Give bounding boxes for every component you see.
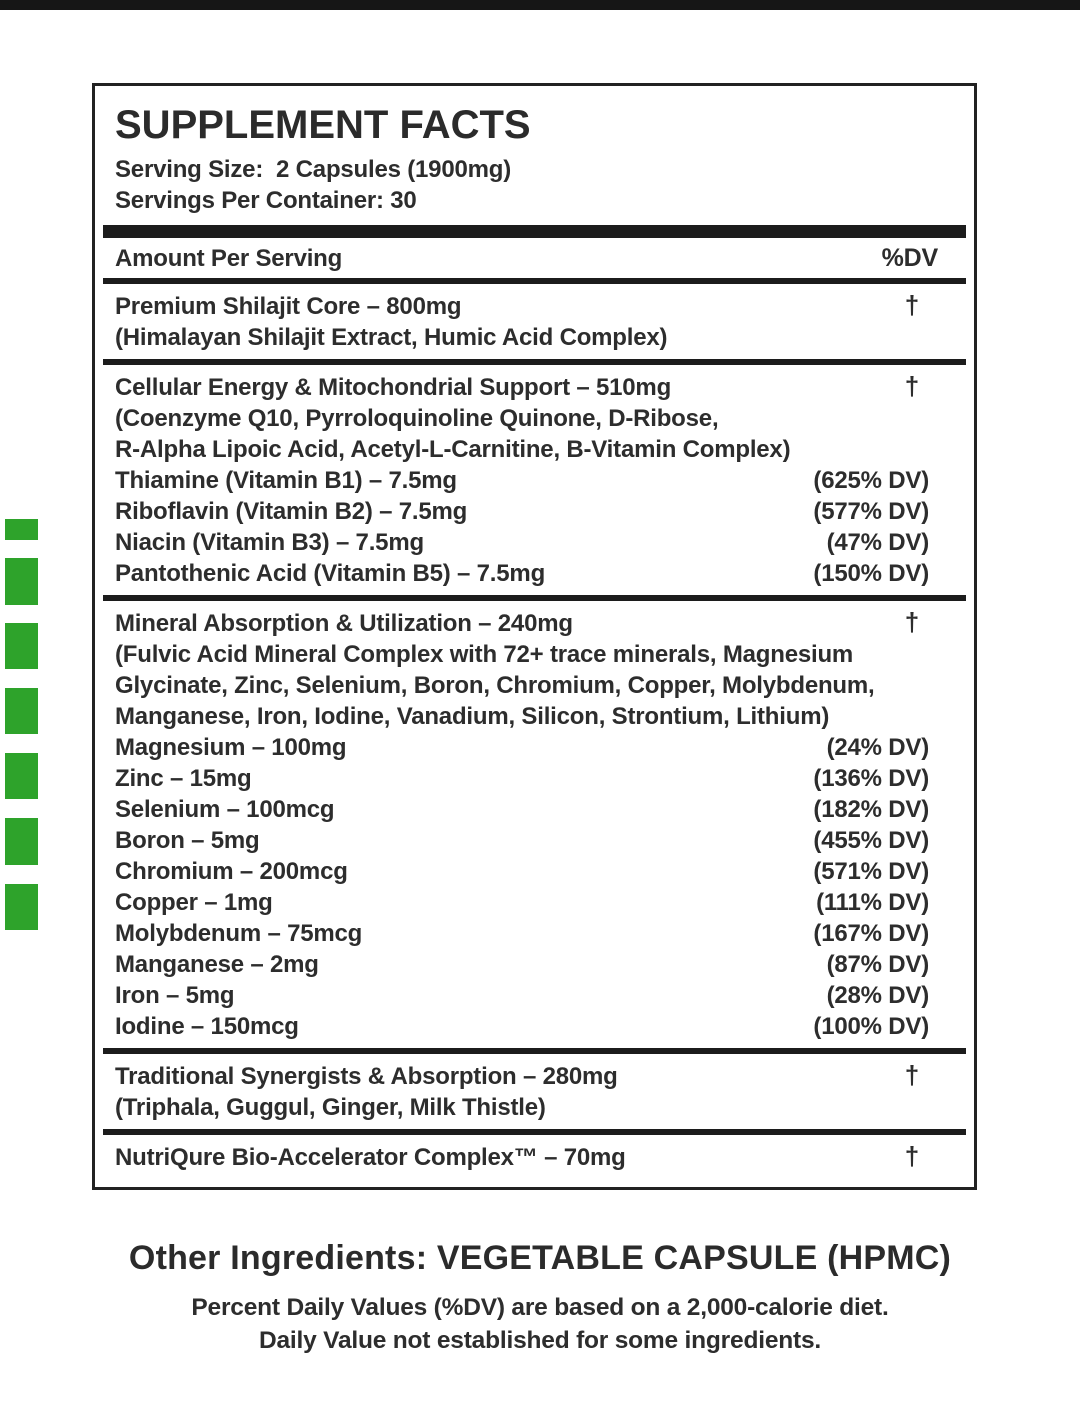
green-accent-block: [5, 623, 38, 669]
ingredient-row: [103, 980, 966, 1011]
ingredient-row: [103, 949, 966, 980]
green-accent-block: [5, 884, 38, 930]
ingredient-name: Thiamine (Vitamin B1) – 7.5mg: [115, 467, 457, 494]
supplement-facts-panel: [92, 83, 977, 1190]
ingredient-row: [103, 465, 966, 496]
ingredient-section: [103, 1129, 966, 1179]
green-accent-block: [5, 558, 38, 605]
ingredient-dv-value: (167% DV): [813, 920, 929, 947]
ingredient-row: [103, 856, 966, 887]
section-heading-row: [103, 1060, 966, 1092]
ingredient-row: [103, 732, 966, 763]
ingredient-name: Iron – 5mg: [115, 982, 235, 1009]
ingredient-name: Pantothenic Acid (Vitamin B5) – 7.5mg: [115, 560, 546, 587]
section-composition-line: (Triphala, Guggul, Ginger, Milk Thistle): [115, 1094, 546, 1121]
dagger-symbol: †: [904, 290, 919, 320]
ingredient-row: [103, 825, 966, 856]
ingredient-dv-value: (100% DV): [813, 1013, 929, 1040]
ingredient-name: Chromium – 200mcg: [115, 858, 348, 885]
dv-note-line-2: Daily Value not established for some ingredients.: [258, 1327, 821, 1354]
ingredient-dv-value: (28% DV): [826, 982, 929, 1009]
ingredient-dv-value: (87% DV): [826, 951, 929, 978]
ingredient-row: [103, 496, 966, 527]
section-heading-row: [103, 607, 966, 639]
section-composition-line: Glycinate, Zinc, Selenium, Boron, Chromium, Copper, Molybdenum,: [115, 672, 875, 699]
column-header-row: [103, 238, 966, 278]
serving-size: Serving Size: 2 Capsules (1900mg): [115, 156, 512, 183]
ingredient-dv-value: (24% DV): [826, 734, 929, 761]
ingredient-dv-value: (571% DV): [813, 858, 929, 885]
section-heading: Mineral Absorption & Utilization – 240mg: [115, 610, 573, 637]
ingredient-section: [103, 278, 966, 359]
header-divider-bar: [103, 225, 966, 238]
ingredient-name: Zinc – 15mg: [115, 765, 252, 792]
green-accent-block: [5, 753, 38, 799]
ingredient-sections: [103, 278, 966, 1179]
section-heading: Cellular Energy & Mitochondrial Support – 510mg: [115, 374, 672, 401]
ingredient-row: [103, 1011, 966, 1042]
ingredient-section: [103, 359, 966, 595]
ingredient-dv-value: (111% DV): [816, 889, 929, 916]
ingredient-row: [103, 527, 966, 558]
ingredient-name: Boron – 5mg: [115, 827, 260, 854]
dagger-symbol: †: [904, 607, 919, 637]
green-accent-strip: [0, 0, 60, 1422]
section-heading-row: [103, 290, 966, 322]
section-composition-line: (Himalayan Shilajit Extract, Humic Acid Complex): [115, 324, 668, 351]
ingredient-name: Selenium – 100mcg: [115, 796, 335, 823]
percent-dv-header: %DV: [881, 244, 938, 272]
ingredient-row: [103, 794, 966, 825]
dv-note-line-1: Percent Daily Values (%DV) are based on a 2,000-calorie diet.: [191, 1294, 889, 1321]
ingredient-row: [103, 918, 966, 949]
ingredient-name: Niacin (Vitamin B3) – 7.5mg: [115, 529, 424, 556]
ingredient-name: Riboflavin (Vitamin B2) – 7.5mg: [115, 498, 468, 525]
panel-title: SUPPLEMENT FACTS: [115, 103, 531, 147]
servings-per-container: Servings Per Container: 30: [115, 187, 417, 214]
ingredient-row: [103, 887, 966, 918]
ingredient-dv-value: (182% DV): [813, 796, 929, 823]
ingredient-section: [103, 1048, 966, 1129]
section-composition-line: (Fulvic Acid Mineral Complex with 72+ trace minerals, Magnesium: [115, 641, 854, 668]
other-ingredients-line: Other Ingredients: VEGETABLE CAPSULE (HPMC): [128, 1239, 952, 1277]
ingredient-dv-value: (577% DV): [813, 498, 929, 525]
green-accent-block: [5, 519, 38, 540]
dagger-symbol: †: [904, 1141, 919, 1171]
ingredient-section: [103, 595, 966, 1048]
green-accent-block: [5, 688, 38, 734]
ingredient-dv-value: (625% DV): [813, 467, 929, 494]
green-accent-block: [5, 818, 38, 865]
section-heading-row: [103, 371, 966, 403]
ingredient-name: Iodine – 150mcg: [115, 1013, 299, 1040]
section-composition-line: Manganese, Iron, Iodine, Vanadium, Silicon, Strontium, Lithium): [115, 703, 830, 730]
ingredient-row: [103, 558, 966, 589]
label-footer: [0, 1238, 1080, 1357]
ingredient-row: [103, 763, 966, 794]
amount-per-serving-header: Amount Per Serving: [115, 245, 343, 272]
ingredient-name: Molybdenum – 75mcg: [115, 920, 363, 947]
ingredient-dv-value: (47% DV): [826, 529, 929, 556]
section-heading: Traditional Synergists & Absorption – 280mg: [115, 1063, 618, 1090]
ingredient-dv-value: (150% DV): [813, 560, 929, 587]
dagger-symbol: †: [904, 1060, 919, 1090]
ingredient-name: Manganese – 2mg: [115, 951, 319, 978]
ingredient-dv-value: (136% DV): [813, 765, 929, 792]
section-composition-line: R-Alpha Lipoic Acid, Acetyl-L-Carnitine, B-Vitamin Complex): [115, 436, 791, 463]
ingredient-name: Copper – 1mg: [115, 889, 273, 916]
dagger-symbol: †: [904, 371, 919, 401]
section-heading-row: [103, 1141, 966, 1173]
top-black-bar: [0, 0, 1080, 10]
ingredient-name: Magnesium – 100mg: [115, 734, 347, 761]
ingredient-dv-value: (455% DV): [813, 827, 929, 854]
section-heading: Premium Shilajit Core – 800mg: [115, 293, 462, 320]
section-heading: NutriQure Bio-Accelerator Complex™ – 70mg: [115, 1144, 626, 1171]
section-composition-line: (Coenzyme Q10, Pyrroloquinoline Quinone, D-Ribose,: [115, 405, 719, 432]
